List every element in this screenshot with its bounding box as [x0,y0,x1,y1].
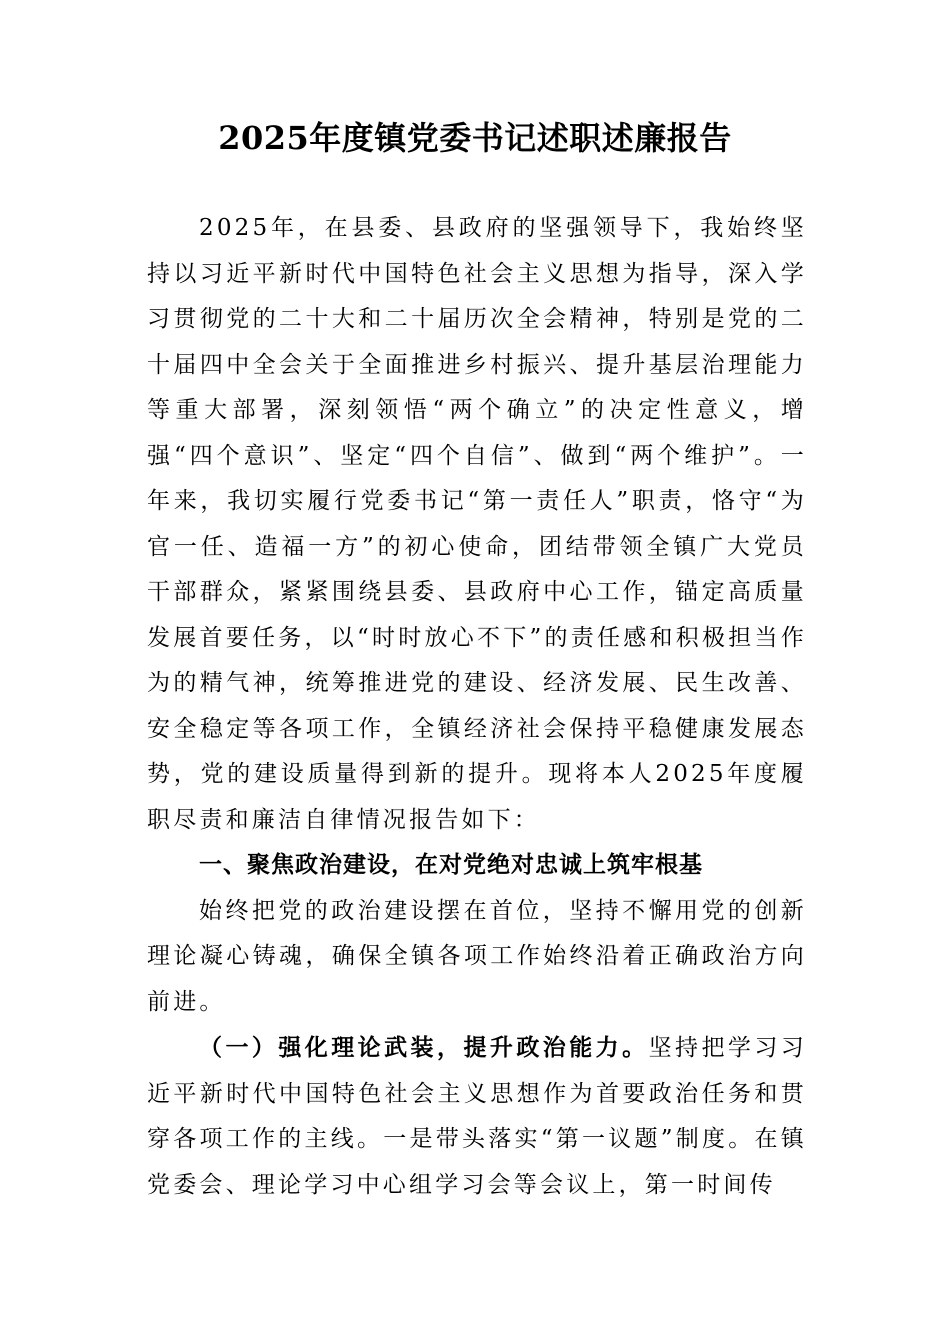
subsection-1-text: 坚持把学习习近平新时代中国特色社会主义思想作为首要政治任务和贯穿各项工作的主线。一是带头落实“第一议题”制度。在镇党委会、理论学习中心组学习会等会议上，第一时间传 [147,1035,808,1198]
subsection-1-paragraph [147,1025,807,1208]
document-title: 2025年度镇党委书记述职述廉报告 [218,119,732,157]
subsection-1-heading: （一）强化理论武装，提升政治能力。 [199,1034,649,1061]
document-body [147,206,807,1208]
section-1-paragraph: 始终把党的政治建设摆在首位，坚持不懈用党的创新理论凝心铸魂，确保全镇各项工作始终沿着正确政治方向前进。 [147,897,807,1015]
intro-paragraph: 2025年，在县委、县政府的坚强领导下，我始终坚持以习近平新时代中国特色社会主义思想为指导，深入学习贯彻党的二十大和二十届历次全会精神，特别是党的二十届四中全会关于全面推进乡村振兴、提升基层治理能力等重大部署，深刻领悟“两个确立”的决定性意义，增强“四个意识”、坚定“四个自信”、做到“两个维护”。一年来，我切实履行党委书记“第一责任人”职责，恪守“为官一任、造福一方”的初心使命，团结带领全镇广大党员干部群众，紧紧围绕县委、县政府中心工作，锚定高质量发展首要任务，以“时时放心不下”的责任感和积极担当作为的精气神，统筹推进党的建设、经济发展、民生改善、安全稳定等各项工作，全镇经济社会保持平稳健康发展态势，党的建设质量得到新的提升。现将本人2025年度履职尽责和廉洁自律情况报告如下： [147,215,807,833]
section-1-heading: 一、聚焦政治建设，在对党绝对忠诚上筑牢根基 [199,852,703,878]
